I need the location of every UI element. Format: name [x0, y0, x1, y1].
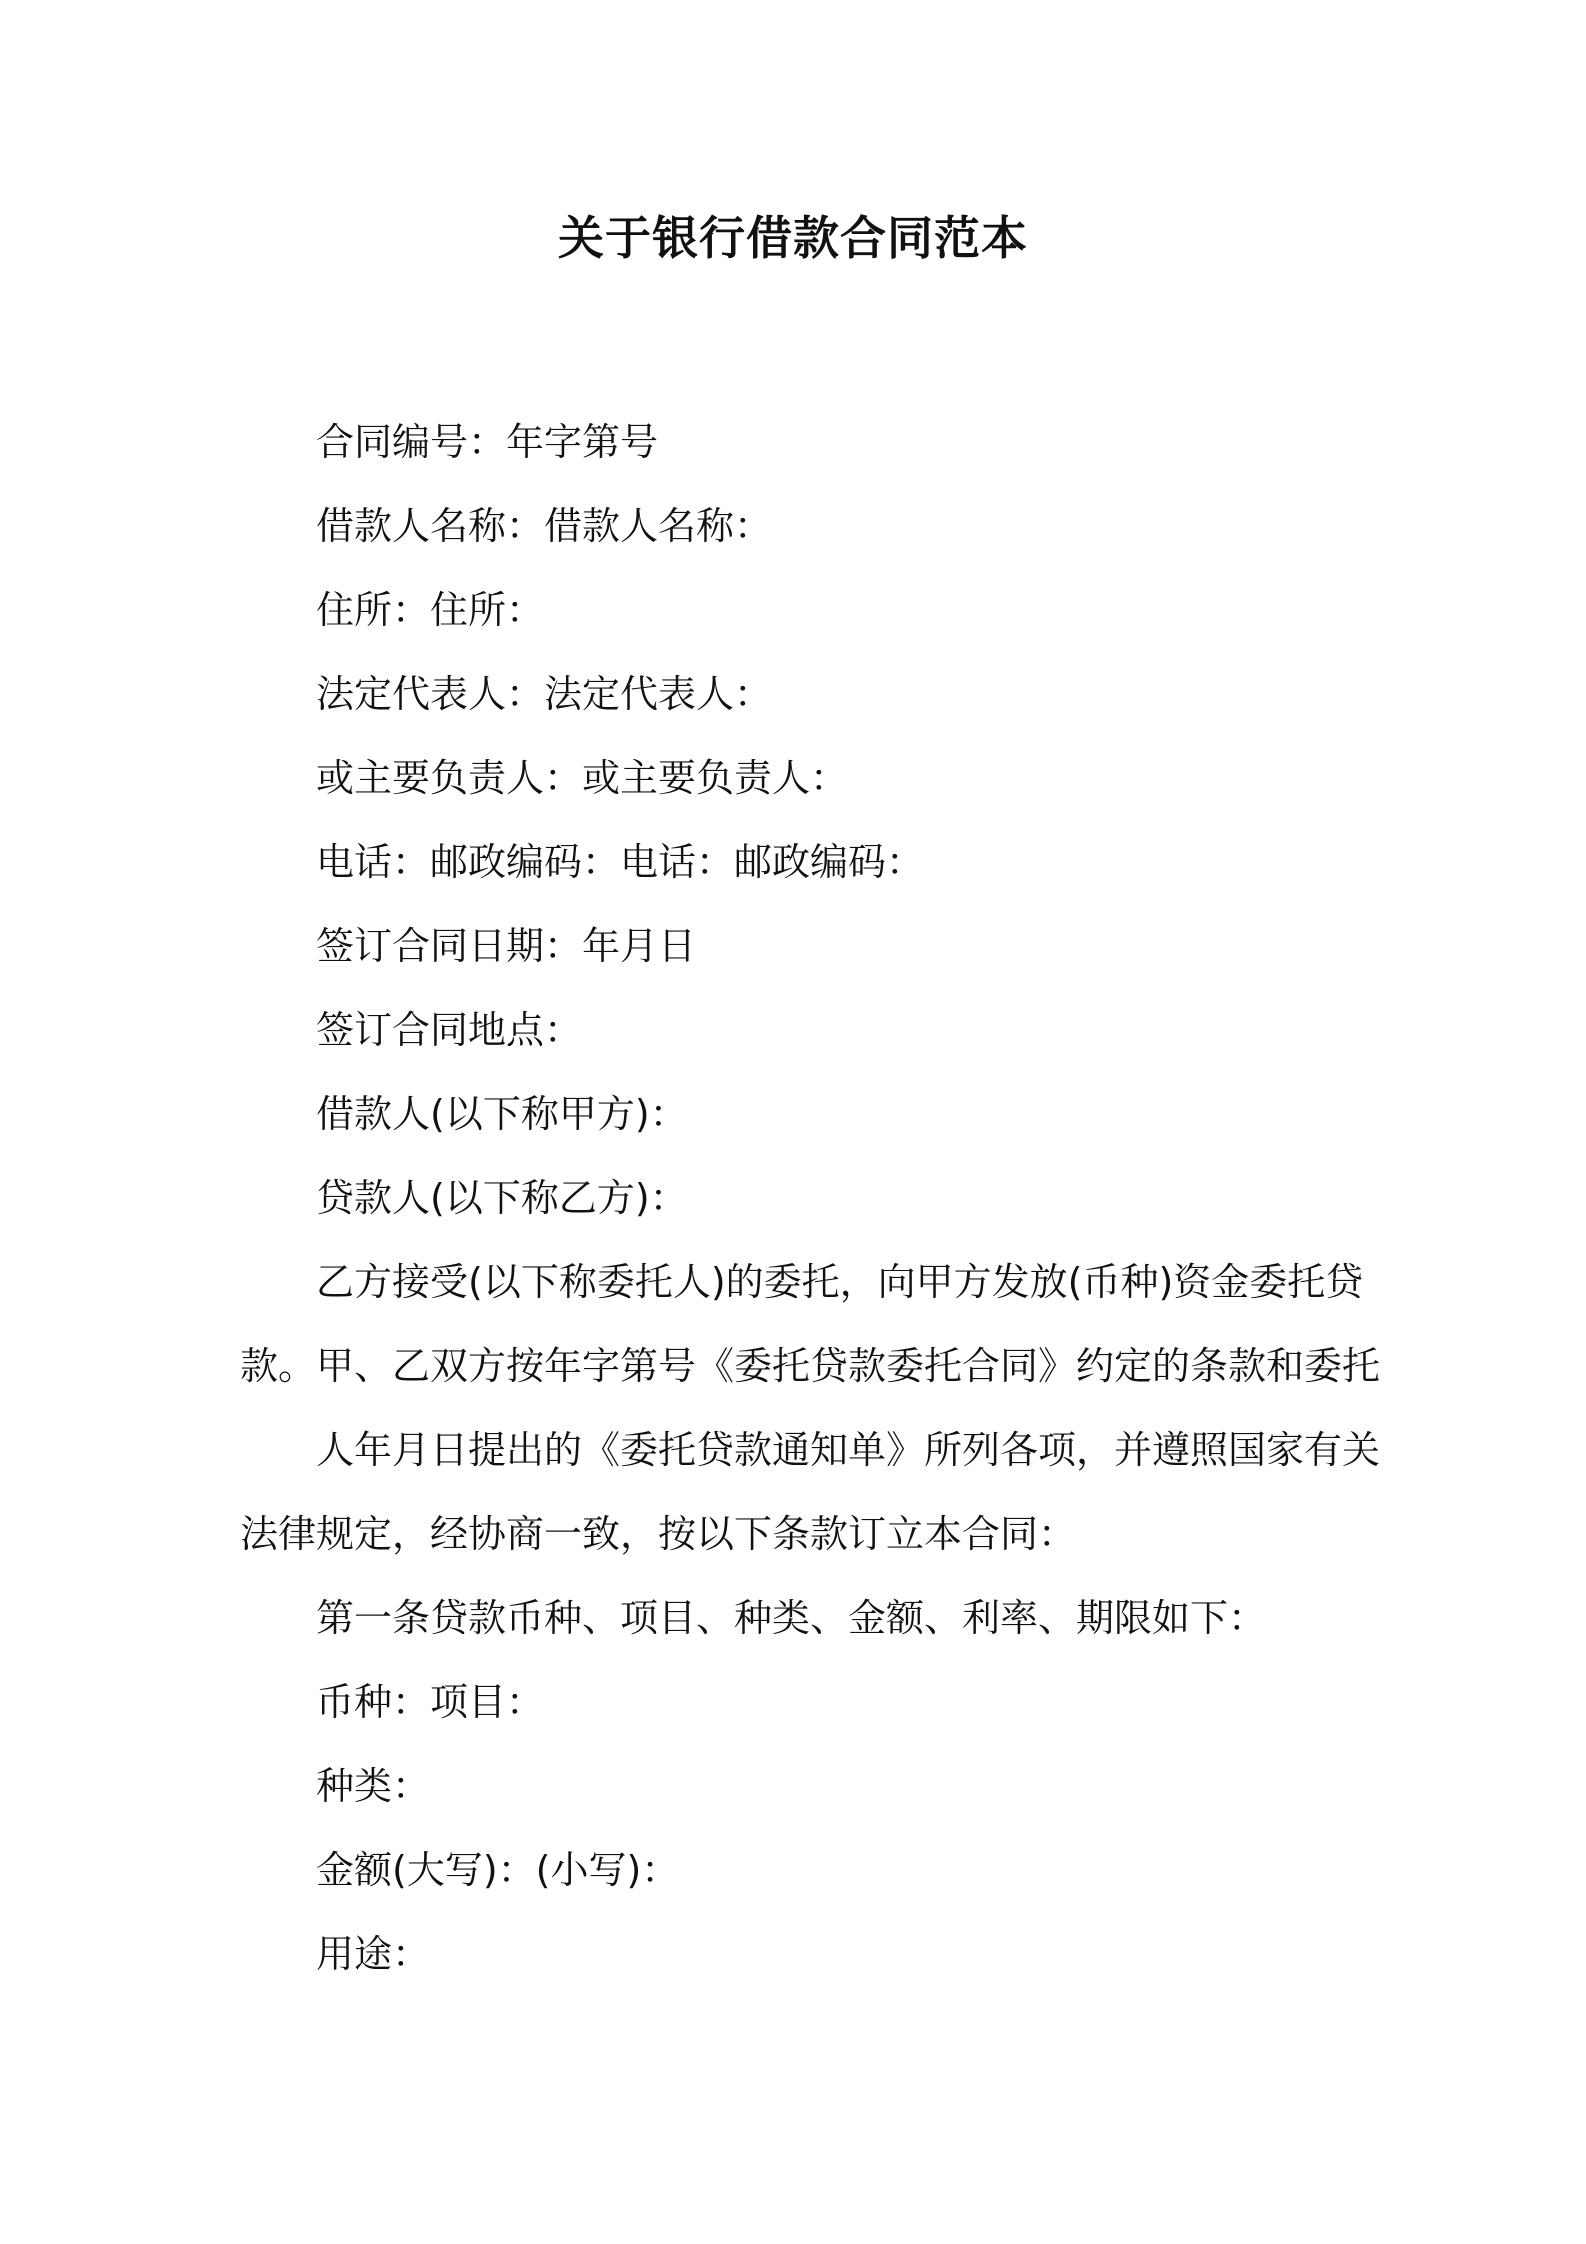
purpose-line: 用途：	[316, 1932, 431, 1976]
document-body	[240, 400, 1381, 1996]
phone-postcode-line: 电话：邮政编码：电话：邮政编码：	[316, 840, 925, 884]
legal-representative-line: 法定代表人：法定代表人：	[316, 672, 773, 716]
party-a-line: 借款人(以下称甲方)：	[316, 1092, 688, 1136]
category-line: 种类：	[316, 1764, 431, 1808]
article-one-line: 第一条贷款币种、项目、种类、金额、利率、期限如下：	[316, 1596, 1267, 1640]
principal-line: 或主要负责人：或主要负责人：	[316, 756, 849, 800]
paragraph-line-4: 法律规定，经协商一致，按以下条款订立本合同：	[240, 1512, 1077, 1556]
borrower-name-line: 借款人名称：借款人名称：	[316, 504, 773, 548]
address-line: 住所：住所：	[316, 588, 545, 632]
contract-number-line: 合同编号：年字第号	[316, 420, 659, 464]
document-title: 关于银行借款合同范本	[558, 211, 1028, 265]
signing-place-line: 签订合同地点：	[316, 1008, 583, 1052]
paragraph-line-1: 乙方接受(以下称委托人)的委托，向甲方发放(币种)资金委托贷	[316, 1260, 1364, 1304]
amount-line: 金额(大写)：(小写)：	[316, 1848, 680, 1892]
signing-date-line: 签订合同日期：年月日	[316, 924, 697, 968]
currency-project-line: 币种：项目：	[316, 1680, 545, 1724]
paragraph-line-3: 人年月日提出的《委托贷款通知单》所列各项，并遵照国家有关	[316, 1428, 1381, 1472]
party-b-line: 贷款人(以下称乙方)：	[316, 1176, 688, 1220]
paragraph-line-2: 款。甲、乙双方按年字第号《委托贷款委托合同》约定的条款和委托	[240, 1344, 1381, 1388]
